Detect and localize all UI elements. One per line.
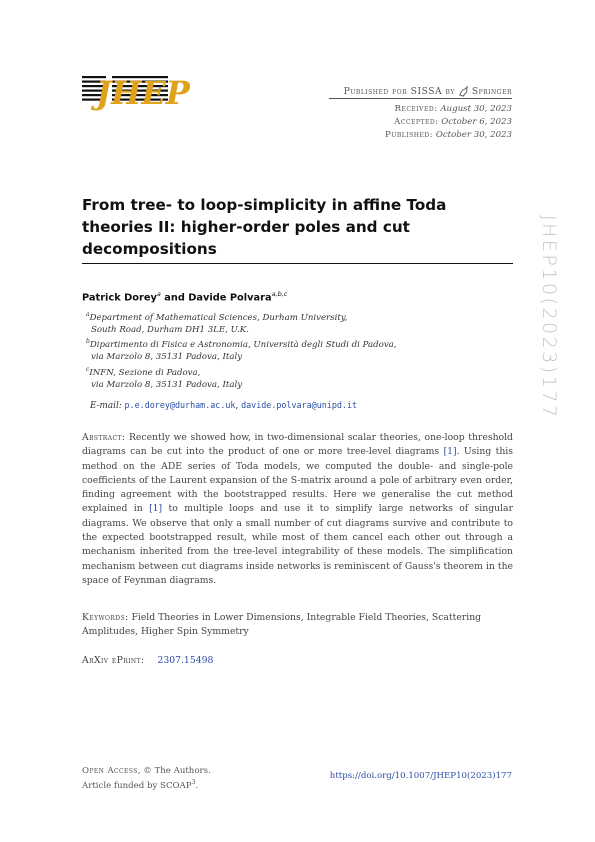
abstract — [82, 431, 513, 588]
arxiv-label: ArXiv ePrint: — [82, 655, 145, 666]
date-label: Published: — [385, 130, 434, 140]
author-list — [82, 290, 287, 303]
side-identifier — [538, 215, 568, 500]
side-identifier-text: JHEP10(2023)177 — [538, 215, 560, 420]
email-link[interactable]: p.e.dorey@durham.ac.uk — [124, 400, 236, 410]
license-text: , © The Authors. — [137, 766, 211, 776]
paper-title: From tree- to loop-simplicity in affine Toda theories II: higher-order poles and cut decompositions — [82, 196, 447, 258]
email-line — [90, 400, 357, 411]
arxiv-eprint — [82, 655, 213, 666]
affiliation-b — [86, 336, 397, 363]
date-label: Received: — [394, 104, 438, 114]
abstract-text: . Using this method on the ADE series of Toda models, we computed the double- and single-pole coefficients of the Laurent expansion of the S-matrix around a pole of arbitrary even order, finding agreement with the bootstrapped results. Here we generalise the cut method explained in — [82, 446, 513, 515]
funding-end: . — [195, 780, 199, 791]
affiliation-c — [86, 364, 242, 391]
email-label: E-mail: — [90, 401, 122, 411]
header-rule — [329, 98, 512, 99]
author-name: Patrick Dorey — [82, 292, 157, 304]
springer-horse-icon — [458, 86, 469, 97]
date-value: August 30, 2023 — [440, 104, 512, 114]
email-separator: , — [235, 401, 239, 411]
citation-link[interactable]: [1] — [149, 503, 163, 515]
title-rule — [82, 263, 513, 264]
affiliation-line: Dipartimento di Fisica e Astronomia, Università degli Studi di Padova, — [89, 339, 397, 350]
affiliation-line: Department of Mathematical Sciences, Durham University, — [89, 312, 348, 323]
logo-letter: JHEP — [96, 74, 190, 112]
citation-link[interactable]: [1] — [443, 446, 457, 458]
affiliation-line: South Road, Durham DH1 3LE, U.K. — [91, 324, 249, 335]
date-label: Accepted: — [394, 117, 439, 127]
publisher-line — [344, 86, 512, 97]
affiliation-marker: a,b,c — [271, 290, 288, 298]
arxiv-link[interactable]: 2307.15498 — [157, 655, 214, 666]
funding-line — [82, 779, 198, 791]
keywords — [82, 611, 513, 640]
jhep-logo — [82, 74, 190, 112]
affiliation-marker: c — [86, 366, 90, 373]
affiliation-line: via Marzolo 8, 35131 Padova, Italy — [91, 379, 243, 390]
date-published — [385, 130, 512, 140]
affiliation-marker: a — [86, 311, 90, 318]
published-for-text: Published for SISSA by — [343, 86, 455, 97]
affiliation-line: via Marzolo 8, 35131 Padova, Italy — [91, 351, 243, 362]
affiliation-marker: b — [86, 338, 90, 345]
publisher-name: Springer — [471, 86, 512, 97]
affiliation-a — [86, 309, 347, 336]
date-accepted — [394, 117, 512, 127]
doi-link[interactable]: https://doi.org/10.1007/JHEP10(2023)177 — [329, 771, 512, 781]
open-access-line — [82, 766, 211, 776]
funding-sup: 3 — [191, 779, 196, 786]
funding-text: Article funded by SCOAP — [82, 780, 192, 791]
date-received — [394, 104, 512, 114]
open-access-label: Open Access — [82, 766, 138, 776]
abstract-text: Recently we showed how, in two-dimensional scalar theories, one-loop threshold diagrams can be cut into the product of one or more tree-level diagrams — [82, 432, 513, 458]
abstract-text: to multiple loops and use it to simplify large networks of singular diagrams. We observe that only a small number of cut diagrams survive and contribute to the expected bootstrapped result, while most of them cancel each other out through a mechanism inherited from the tree-level integrability of these models. The simplification mechanism between cut diagrams inside networks is reminiscent of Gauss's theorem in the space of Feynman diagrams. — [82, 503, 513, 586]
keywords-label: Keywords: — [82, 612, 129, 623]
affiliation-marker: a — [156, 290, 161, 298]
date-value: October 30, 2023 — [435, 130, 512, 140]
keywords-text: Field Theories in Lower Dimensions, Integrable Field Theories, Scattering Amplitudes, Higher Spin Symmetry — [82, 612, 482, 638]
email-link[interactable]: davide.polvara@unipd.it — [241, 400, 358, 410]
abstract-label: Abstract: — [82, 432, 126, 443]
date-value: October 6, 2023 — [441, 117, 512, 127]
author-conjunction: and — [164, 292, 185, 304]
author-name: Davide Polvara — [188, 292, 272, 304]
affiliation-line: INFN, Sezione di Padova, — [89, 367, 201, 378]
